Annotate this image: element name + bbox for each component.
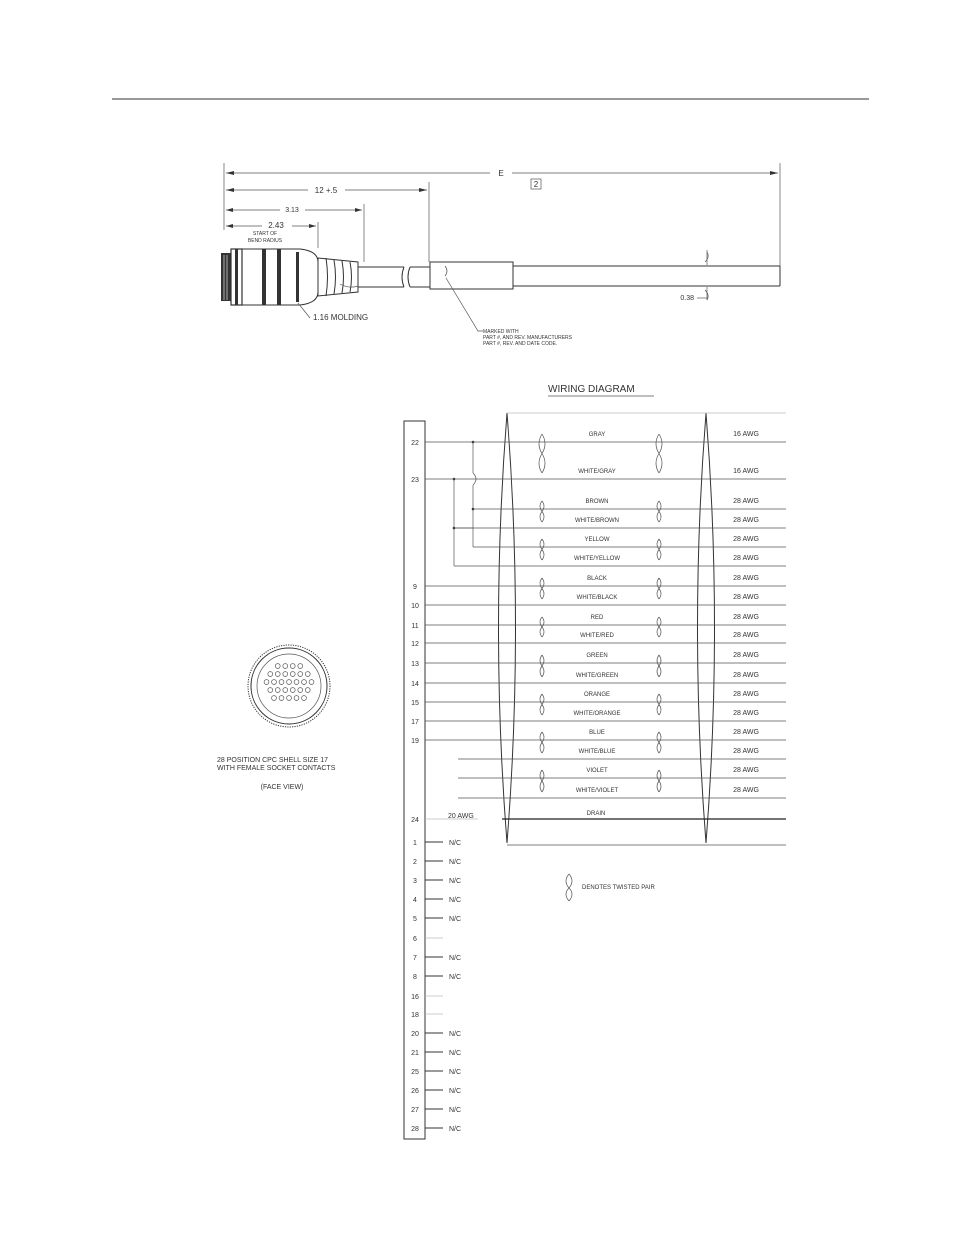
- nc-pin-row: [411, 1050, 461, 1057]
- twisted-pair-icon: [540, 694, 544, 715]
- connector-body: [221, 249, 358, 305]
- pin-number: 5: [413, 916, 417, 923]
- nc-pin-row: [413, 974, 461, 981]
- socket-contact: [302, 696, 307, 701]
- wire-row: [473, 536, 786, 547]
- twisted-pair-icon: [656, 434, 662, 473]
- wire-color-label: WHITE/GREEN: [575, 673, 619, 679]
- wire-color-label: WHITE/VIOLET: [575, 788, 619, 794]
- wire-color-label: GREEN: [586, 653, 608, 659]
- marking-line1: MARKED WITH: [483, 329, 519, 335]
- wire-awg-label: 28 AWG: [733, 691, 759, 698]
- wire-awg-label: 28 AWG: [733, 672, 759, 679]
- nc-label: N/C: [449, 1088, 462, 1095]
- socket-contact: [283, 672, 288, 677]
- wire-color-label: WHITE/GRAY: [578, 469, 616, 475]
- nc-pin-row: [413, 916, 461, 923]
- pin-number: 21: [411, 1050, 419, 1057]
- socket-contact: [290, 672, 295, 677]
- nc-pin-row: [411, 1126, 461, 1133]
- wire-color-label: WHITE/BLUE: [578, 749, 616, 755]
- socket-contact: [302, 680, 307, 685]
- socket-contact: [272, 696, 277, 701]
- bend-note-line1: START OF: [252, 231, 278, 237]
- socket-contact: [305, 688, 310, 693]
- pin-number: 25: [411, 1069, 419, 1076]
- wire-awg-label: 28 AWG: [733, 517, 759, 524]
- nc-label: N/C: [449, 955, 462, 962]
- nc-label: N/C: [449, 1031, 462, 1038]
- wire-color-label: BLUE: [589, 730, 605, 736]
- wire-color-label: WHITE/BROWN: [575, 518, 619, 524]
- nc-label: N/C: [449, 897, 462, 904]
- pin-number: 19: [411, 738, 419, 745]
- molding-note: 1.16 MOLDING: [313, 313, 369, 322]
- socket-contact: [287, 696, 292, 701]
- wire-color-label: RED: [590, 615, 604, 621]
- pin-number: 24: [411, 817, 419, 824]
- nc-pin-row: [413, 859, 461, 866]
- wire-awg-label: 28 AWG: [733, 748, 759, 755]
- connector-line3: (FACE VIEW): [260, 784, 304, 791]
- pin-number: 12: [411, 641, 419, 648]
- note-flag: 2: [533, 180, 539, 189]
- wire-awg-label: 28 AWG: [733, 767, 759, 774]
- socket-contact: [275, 664, 280, 669]
- socket-contact: [294, 680, 299, 685]
- pin-number: 9: [413, 584, 417, 591]
- twisted-pair-icon: [657, 732, 661, 753]
- pin-number: 13: [411, 661, 419, 668]
- pin-number: 10: [411, 603, 419, 610]
- twisted-pair-icon: [657, 501, 661, 522]
- wire-row: [411, 614, 786, 630]
- dim-313: 3.13: [285, 207, 299, 214]
- connector-line1: 28 POSITION CPC SHELL SIZE 17: [217, 757, 329, 764]
- twisted-pair-icon: [540, 655, 544, 677]
- wire-color-label: ORANGE: [583, 692, 611, 698]
- wire-row: [411, 468, 786, 484]
- cable-assembly-drawing: [221, 163, 780, 347]
- pin-number: 27: [411, 1107, 419, 1114]
- pin-number: 22: [411, 440, 419, 447]
- socket-contact: [268, 672, 273, 677]
- wire-row: [473, 498, 786, 509]
- pin-number: 26: [411, 1088, 419, 1095]
- twisted-pair-icon: [657, 770, 661, 792]
- marking-line2: PART #, AND REV. MANUFACTURERS: [483, 335, 573, 341]
- pin-number: 14: [411, 681, 419, 688]
- wire-color-label: WHITE/ORANGE: [573, 711, 621, 717]
- wire-awg-label: 28 AWG: [733, 710, 759, 717]
- nc-pin-row: [411, 1031, 461, 1038]
- dim-length: 12 +.5: [314, 186, 338, 195]
- socket-contact: [275, 688, 280, 693]
- pin-number: 2: [413, 859, 417, 866]
- socket-contact: [283, 664, 288, 669]
- connector-face-view: [217, 645, 336, 791]
- wire-color-label: WHITE/BLACK: [576, 595, 618, 601]
- wire-awg-label: 28 AWG: [733, 498, 759, 505]
- socket-contact: [275, 672, 280, 677]
- dim-243: 2.43: [268, 221, 284, 230]
- wire-row: [458, 748, 786, 759]
- pin-number: 7: [413, 955, 417, 962]
- socket-contact: [287, 680, 292, 685]
- pin-number: 15: [411, 700, 419, 707]
- twisted-pair-icon: [657, 694, 661, 715]
- pin-number: 16: [411, 994, 419, 1001]
- socket-contact: [309, 680, 314, 685]
- wire-row: [458, 787, 786, 798]
- nc-pin-row: [411, 1088, 461, 1095]
- wire-awg-label: 28 AWG: [733, 652, 759, 659]
- wire-awg-label: 16 AWG: [733, 468, 759, 475]
- twisted-pair-icon: [540, 539, 544, 560]
- twisted-pair-icon: [540, 732, 544, 753]
- socket-contact: [298, 664, 303, 669]
- wire-row: [411, 594, 786, 610]
- wire-awg-label: 28 AWG: [733, 536, 759, 543]
- bend-note-line2: BEND RADIUS: [247, 238, 283, 244]
- nc-pin-row: [411, 1107, 461, 1114]
- legend-text: DENOTES TWISTED PAIR: [582, 885, 655, 891]
- wire-awg-label: 16 AWG: [733, 431, 759, 438]
- twisted-pair-icon: [657, 578, 661, 599]
- pin-number: 23: [411, 477, 419, 484]
- nc-pin-row: [411, 1012, 443, 1019]
- socket-contact: [272, 680, 277, 685]
- pin-number: 11: [411, 623, 419, 630]
- wire-awg-label: 28 AWG: [733, 555, 759, 562]
- nc-pin-row: [413, 936, 443, 943]
- wire-color-label: BLACK: [587, 576, 607, 582]
- pin-number: 17: [411, 719, 419, 726]
- wire-row: [413, 575, 786, 591]
- socket-contact: [290, 688, 295, 693]
- wire-row: [411, 691, 786, 707]
- pin-number: 3: [413, 878, 417, 885]
- wire-row: [458, 767, 786, 778]
- twisted-pair-icon: [540, 501, 544, 522]
- drain-label: DRAIN: [586, 811, 606, 817]
- twisted-pair-icon: [657, 655, 661, 677]
- wire-awg-label: 28 AWG: [733, 632, 759, 639]
- socket-contact: [298, 672, 303, 677]
- nc-pin-row: [413, 840, 461, 847]
- twisted-pair-icon: [540, 770, 544, 792]
- wire-awg-label: 28 AWG: [733, 614, 759, 621]
- nc-pin-row: [411, 1069, 461, 1076]
- wire-awg-label: 28 AWG: [733, 594, 759, 601]
- nc-label: N/C: [449, 1069, 462, 1076]
- pin-number: 4: [413, 897, 417, 904]
- wire-row: [411, 431, 786, 447]
- wire-row: [454, 555, 786, 566]
- twisted-pair-icon: [657, 617, 661, 637]
- pin-number: 18: [411, 1012, 419, 1019]
- wire-row: [411, 652, 786, 668]
- wire-color-label: WHITE/RED: [580, 633, 614, 639]
- nc-pin-row: [411, 994, 443, 1001]
- twisted-pair-icon: [539, 434, 545, 473]
- wire-color-label: VIOLET: [586, 768, 608, 774]
- twisted-pair-icon: [540, 578, 544, 599]
- drain-awg: 20 AWG: [448, 813, 474, 820]
- nc-pin-row: [413, 955, 461, 962]
- twisted-pair-icon: [657, 539, 661, 560]
- nc-label: N/C: [449, 916, 462, 923]
- nc-label: N/C: [449, 840, 462, 847]
- wiring-title: WIRING DIAGRAM: [548, 384, 635, 395]
- wire-awg-label: 28 AWG: [733, 787, 759, 794]
- socket-contact: [283, 688, 288, 693]
- wire-color-label: BROWN: [585, 499, 609, 505]
- wire-awg-label: 28 AWG: [733, 729, 759, 736]
- twisted-pair-icon: [569, 874, 572, 901]
- socket-contact: [268, 688, 273, 693]
- nc-label: N/C: [449, 1050, 462, 1057]
- socket-contact: [305, 672, 310, 677]
- wire-row: [411, 729, 786, 745]
- twisted-pair-icon: [540, 617, 544, 637]
- connector-line2: WITH FEMALE SOCKET CONTACTS: [217, 765, 336, 772]
- dim-diameter: 0.38: [680, 295, 694, 302]
- socket-contact: [279, 680, 284, 685]
- socket-contact: [290, 664, 295, 669]
- wire-color-label: GRAY: [588, 432, 606, 438]
- nc-label: N/C: [449, 974, 462, 981]
- nc-label: N/C: [449, 859, 462, 866]
- wire-color-label: WHITE/YELLOW: [573, 556, 621, 562]
- marking-sleeve: [430, 262, 513, 289]
- drain-wire: [411, 811, 786, 824]
- dim-overall: E: [498, 169, 504, 178]
- wire-awg-label: 28 AWG: [733, 575, 759, 582]
- pin-number: 28: [411, 1126, 419, 1133]
- wire-row: [411, 710, 786, 726]
- pin-number: 8: [413, 974, 417, 981]
- nc-label: N/C: [449, 1107, 462, 1114]
- pin-number: 1: [413, 840, 417, 847]
- nc-pin-row: [413, 897, 461, 904]
- wire-row: [411, 672, 786, 688]
- socket-contact: [279, 696, 284, 701]
- socket-contact: [294, 696, 299, 701]
- wire-row: [454, 517, 786, 528]
- socket-contact: [264, 680, 269, 685]
- socket-contact: [298, 688, 303, 693]
- wiring-diagram: [404, 384, 786, 1139]
- nc-label: N/C: [449, 1126, 462, 1133]
- wire-row: [411, 632, 786, 648]
- marking-line3: PART #, REV. AND DATE CODE.: [483, 341, 558, 347]
- pin-number: 6: [413, 936, 417, 943]
- wire-color-label: YELLOW: [584, 537, 610, 543]
- pin-number: 20: [411, 1031, 419, 1038]
- nc-label: N/C: [449, 878, 462, 885]
- nc-pin-row: [413, 878, 461, 885]
